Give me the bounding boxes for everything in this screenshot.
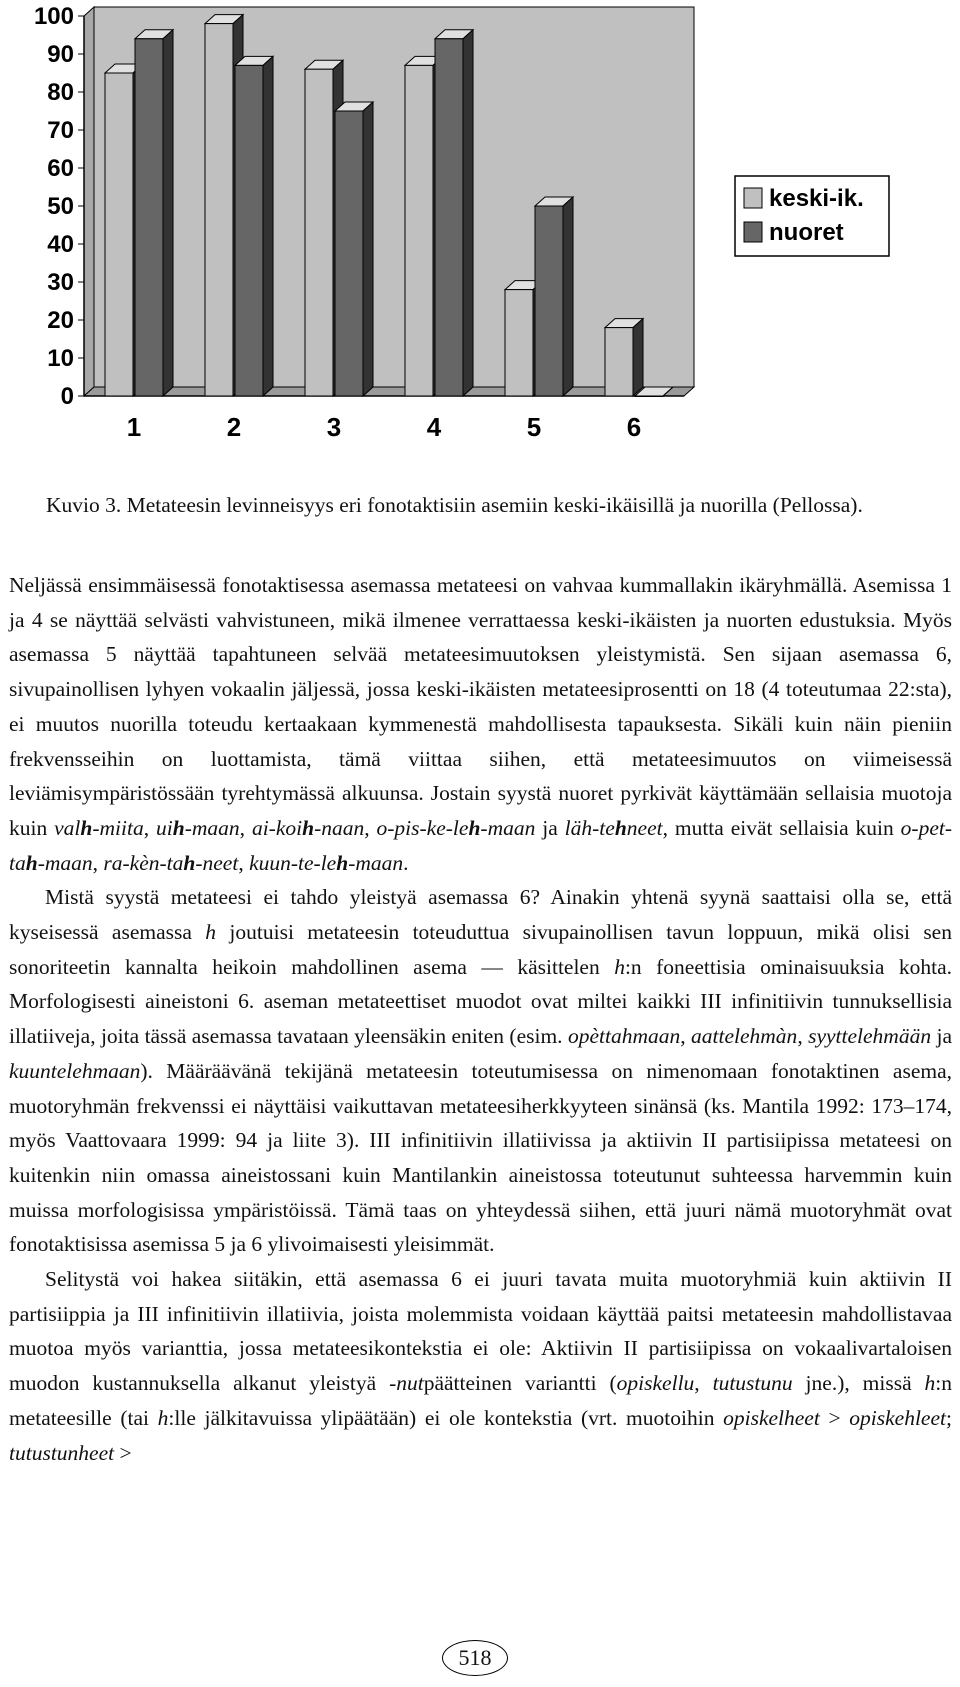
text-run: tutustunu bbox=[712, 1371, 793, 1396]
text-run: -naan bbox=[314, 815, 365, 840]
text-run: h bbox=[205, 920, 217, 945]
text-run: -maan bbox=[184, 815, 240, 840]
text-run: h bbox=[614, 815, 627, 840]
bar bbox=[235, 65, 263, 396]
text-run: h bbox=[302, 815, 315, 840]
text-run: h bbox=[924, 1371, 936, 1396]
paragraph: Selitystä voi hakea siitäkin, että asemassa 6 ei juuri tavata muita muotoryhmiä kuin aktiivin II partisiippia ja III infinitiivin illatiivia, joista molemmista voidaan käyttää paitsi metateesin mahdollistavaa muotoa myös varianttia, jossa metateesikontekstia ei ole: Aktiivin II partisiipissa on vokaalivartaloisen muodon kustannuksella alkanut yleistyä -nutpäätteinen variantti (opiskellu, tutustunu jne.), missä h:n metateesille (tai h:lle jälkitavuissa ylipäätään) ei ole kontekstia (vrt. muotoihin opiskelheet > opiskehleet; tutustunheet > bbox=[9, 1267, 953, 1465]
bar bbox=[205, 24, 233, 396]
bar bbox=[305, 69, 333, 396]
bar bbox=[605, 328, 633, 396]
bar-group bbox=[535, 197, 573, 396]
body-text bbox=[9, 568, 952, 1470]
bar-group bbox=[335, 102, 373, 396]
bar-chart bbox=[30, 0, 960, 470]
bar-side bbox=[463, 30, 473, 396]
text-run: neet bbox=[626, 815, 663, 840]
text-run: aattelehmàn bbox=[691, 1024, 798, 1049]
text-run: h bbox=[468, 815, 481, 840]
text-run: h bbox=[183, 850, 196, 875]
text-run: h bbox=[25, 850, 38, 875]
paragraph: Neljässä ensimmäisessä fonotaktisessa asemassa metateesi on vahvaa kummallakin ikäryhmällä. Asemissa 1 ja 4 se näyttää selvästi vahvistuneen, mikä ilmenee verrattaessa keski-ikäisten ja nuorten edustuksia. Myös asemassa 5 näyttää tapahtuneen selvää metateesimuutoksen yleistymistä. Sen sijaan asemassa 6, sivupainollisen lyhyen vokaalin jäljessä, jossa keski-ikäisten metateesiprosentti on 18 (4 toteutumaa 22:sta), ei muutos nuorilla toteudu kertaakaan kymmenestä mahdollisesta tapauksesta. Sikäli kuin näin pieniin frekvensseihin on luottamista, tämä viittaa siihen, että metateesimuutos on viimeisessä leviämisympäristössään tyrehtymässä alkuunsa. Jostain syystä nuoret pyrkivät käyttämään sellaisia muotoja kuin valh-miita, uih-maan, ai-koih-naan, o-pis-ke-leh-maan ja läh-tehneet, mutta eivät sellaisia kuin o-pet-tah-maan, ra-kèn-tah-neet, kuun-te-leh-maan. bbox=[9, 573, 953, 875]
text-run: -maan bbox=[37, 850, 93, 875]
text-run: -maan bbox=[480, 815, 536, 840]
plot-floor bbox=[84, 387, 694, 396]
bar bbox=[135, 39, 163, 396]
text-run: h bbox=[157, 1405, 169, 1430]
bar-group bbox=[435, 30, 473, 396]
text-run: opiskelheet bbox=[723, 1405, 820, 1430]
y-tick-label: 100 bbox=[33, 3, 74, 30]
y-tick-label: 90 bbox=[47, 41, 74, 68]
text-run: opiskellu bbox=[616, 1371, 695, 1396]
text-run: ai-koi bbox=[251, 815, 303, 840]
text-run: läh-te bbox=[564, 815, 615, 840]
bar bbox=[405, 65, 433, 396]
plot-back-wall bbox=[94, 7, 694, 387]
legend-label: nuoret bbox=[769, 219, 844, 246]
bar bbox=[435, 39, 463, 396]
text-run: -nut bbox=[389, 1371, 424, 1396]
plot-side-wall bbox=[84, 7, 94, 396]
paragraph: Mistä syystä metateesi ei tahdo yleistyä asemassa 6? Ainakin yhtenä syynä saattaisi olla se, että kyseisessä asemassa h joutuisi metateesin toteuduttua sivupainollisen tavun loppuun, mikä olisi sen sonoriteetin kannalta heikoin mahdollinen asema — käsittelen h:n foneettisia ominaisuuksia kohta. Morfologisesti aineistoni 6. aseman metateettiset muodot ovat miltei kaikki III infinitiivin tunnuksellisia illatiiveja, joita tässä asemassa tavataan yleensäkin eniten (esim. opèttahmaan, aattelehmàn, syyttelehmään ja kuuntelehmaan). Määräävänä tekijänä metateesin toteutumisessa on nimenomaan fonotaktinen asema, muotoryhmän frekvenssi ei näyttäisi vaikuttavan metateesiherkkyyteen sinänsä (ks. Mantila 1992: 173–174, myös Vaattovaara 1999: 94 ja liite 3). III infinitiivin illatiivissa ja aktiivin II partisiipissa metateesi on kuitenkin niin omassa aineistossani kuin Mantilankin aineistossa toteutunut suhteessa harvemmin kuin muissa morfologisissa ympäristöissä. Tämä taas on yhteydessä siihen, että juuri nämä muotoryhmät ovat fonotaktisissa asemissa 5 ja 6 ylivoimaisesti yleisimmät. bbox=[9, 885, 953, 1257]
text-run: kuun-te-le bbox=[249, 850, 337, 875]
y-tick-label: 30 bbox=[47, 269, 74, 296]
text-run: -neet bbox=[195, 850, 239, 875]
text-run: ui bbox=[156, 815, 173, 840]
bar-side bbox=[363, 102, 373, 396]
x-tick-label: 1 bbox=[126, 412, 142, 442]
text-run: opèttahmaan bbox=[567, 1024, 681, 1049]
figure-caption: Kuvio 3. Metateesin levinneisyys eri fonotaktisiin asemiin keski-ikäisillä ja nuorilla (Pellossa). bbox=[46, 493, 863, 517]
bar-side bbox=[263, 56, 273, 396]
bar bbox=[105, 73, 133, 396]
text-run: syyttelehmään bbox=[808, 1024, 932, 1049]
legend-swatch bbox=[744, 188, 762, 208]
y-tick-label: 0 bbox=[60, 383, 74, 410]
y-tick-label: 40 bbox=[47, 231, 74, 258]
text-run: h bbox=[80, 815, 93, 840]
bar bbox=[635, 396, 663, 397]
x-tick-label: 5 bbox=[526, 412, 542, 442]
x-tick-label: 3 bbox=[326, 412, 342, 442]
page-number: 518 bbox=[442, 1640, 508, 1676]
bar bbox=[335, 111, 363, 396]
text-run: opiskehleet bbox=[849, 1405, 946, 1430]
bar-group bbox=[235, 56, 273, 396]
x-tick-label: 2 bbox=[226, 412, 242, 442]
text-run: h bbox=[614, 954, 625, 979]
bar bbox=[505, 290, 533, 396]
text-run: -miita bbox=[92, 815, 144, 840]
text-run: tutustunheet bbox=[9, 1440, 115, 1465]
text-run: val bbox=[54, 815, 81, 840]
text-run: o-pis-ke-le bbox=[376, 815, 469, 840]
y-tick-label: 60 bbox=[47, 155, 74, 182]
y-tick-label: 70 bbox=[47, 117, 74, 144]
text-run: o-pet-ta bbox=[9, 815, 953, 875]
text-run: ra-kèn-ta bbox=[103, 850, 184, 875]
bar-side bbox=[633, 319, 643, 396]
x-tick-label: 4 bbox=[426, 412, 442, 442]
text-run: -maan bbox=[348, 850, 404, 875]
y-tick-label: 10 bbox=[47, 345, 74, 372]
bar-group bbox=[605, 319, 643, 396]
bar-group bbox=[135, 30, 173, 396]
x-tick-label: 6 bbox=[626, 412, 642, 442]
bar-side bbox=[563, 197, 573, 396]
bar-side bbox=[163, 30, 173, 396]
legend-swatch bbox=[744, 222, 762, 242]
text-run: h bbox=[336, 850, 349, 875]
y-tick-label: 50 bbox=[47, 193, 74, 220]
text-run: h bbox=[172, 815, 185, 840]
legend-label: keski-ik. bbox=[769, 185, 864, 212]
y-tick-label: 80 bbox=[47, 79, 74, 106]
text-run: kuuntelehmaan bbox=[9, 1058, 141, 1083]
y-tick-label: 20 bbox=[47, 307, 74, 334]
bar bbox=[535, 206, 563, 396]
